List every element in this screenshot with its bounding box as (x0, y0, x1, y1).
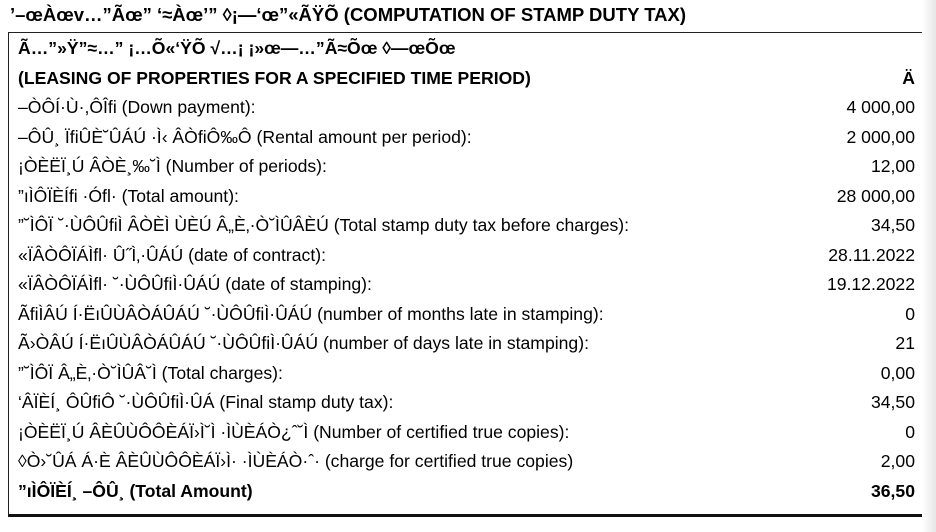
table-row (10, 152, 915, 182)
row-label: ¡ÒÈËÏ¸Ú ÂÒÈ¸‰˘Ì (Number of periods): (18, 156, 327, 176)
row-label: ”˘ÌÔÏ Â„È‚·Ò˘ÌÛÂ˘Ì (Total charges): (18, 362, 283, 383)
table-row (10, 241, 915, 271)
row-label: (LEASING OF PROPERTIES FOR A SPECIFIED TIME PERIOD) (18, 67, 531, 88)
table-row (10, 93, 915, 123)
row-label: ÃfiÌÂÚ Í·ËıÛÙÂÒÁÛÁÚ ˘·ÙÔÛfiÌ·ÛÁÚ (number of months late in stamping): (18, 303, 604, 324)
row-label: ”˘ÌÔÏ ˘·ÙÔÛfiÌ ÂÒÈÌ ÙÈÚ Â„È‚·Ò˘ÌÛÂÈÚ (Total stamp duty tax before charges): (18, 215, 630, 235)
table-row (10, 211, 915, 241)
table-row (10, 418, 915, 448)
row-label: ”ıÌÔÏÈÍ¸ –ÔÛ¸ (Total Amount) (18, 480, 253, 501)
row-value: 36,50 (870, 480, 915, 501)
edge-shadow (922, 0, 936, 532)
table-row (10, 447, 915, 477)
row-value: 19.12.2022 (826, 274, 915, 294)
row-value: 21 (895, 333, 915, 353)
row-value: 2,00 (880, 451, 915, 471)
table-row (10, 64, 915, 94)
row-label: ¡ÒÈËÏ¸Ú ÂÈÛÙÔÔÈÁÏ›Ì˘Ì ·ÌÙÈÁÒ¿ˆ˘Ì (Number of certified true copies): (18, 421, 570, 442)
row-value: 0 (905, 303, 915, 324)
table-row (10, 359, 915, 389)
row-label: –ÒÔÍ·Ù·,ÔÎfi (Down payment): (18, 97, 256, 117)
row-value: 0 (905, 421, 915, 442)
row-label: –ÔÛ¸ ÏfiÛÈ˘ÛÁÚ ·Ì‹ ÂÒfiÔ‰Ô (Rental amount per period): (18, 126, 472, 147)
row-value: 34,50 (870, 392, 915, 412)
row-label: ‘ÂÏÈÍ¸ ÔÛfiÔ ˘·ÙÔÛfiÌ·ÛÁ (Final stamp duty tax): (18, 392, 394, 412)
row-value: 12,00 (870, 156, 915, 176)
row-value: 28.11.2022 (828, 244, 915, 265)
row-value: 28 000,00 (836, 185, 915, 206)
table-row (10, 300, 915, 330)
row-label: Ã…”»Ÿ”≈…” ¡…Õ«‘ŸÕ √…¡ ¡»œ—…”Ã≈Õœ ◊—œÕœ (18, 38, 456, 58)
row-value: 4 000,00 (846, 97, 915, 117)
document-title: ’–œÀœv…”Ãœ” ‘≈Àœ’” ◊¡—‘œ”«ÃŸÕ (COMPUTATION OF STAMP DUTY TAX) (10, 4, 687, 25)
table-row (10, 182, 915, 212)
row-label: ◊Ò›˘ÛÁ Á·È ÂÈÛÙÔÔÈÁÏ›Ì· ·ÌÙÈÁÒ·ˆ· (charge for certified true copies) (18, 451, 574, 471)
row-label: Ã›ÒÂÚ Í·ËıÛÙÂÒÁÛÁÚ ˘·ÙÔÛfiÌ·ÛÁÚ (number of days late in stamping): (18, 333, 589, 353)
row-value: 34,50 (870, 215, 915, 235)
row-label: ”ıÌÔÏÈÍfi ·Ófl· (Total amount): (18, 185, 239, 206)
row-label: «ÏÂÒÔÏÁÌfl· ˘·ÙÔÛfiÌ·ÛÁÚ (date of stamping): (18, 274, 372, 294)
table-row (10, 329, 915, 359)
row-value: 0,00 (880, 362, 915, 383)
row-value: 2 000,00 (846, 126, 915, 147)
row-label: «ÏÂÒÔÏÁÌfl· Û˝Ì‚·ÛÁÚ (date of contract): (18, 244, 326, 265)
table-row (10, 388, 915, 418)
table-row (10, 34, 915, 64)
table-row (10, 123, 915, 153)
table-row (10, 270, 915, 300)
table-row (10, 477, 915, 507)
row-value: Ä (902, 67, 915, 88)
